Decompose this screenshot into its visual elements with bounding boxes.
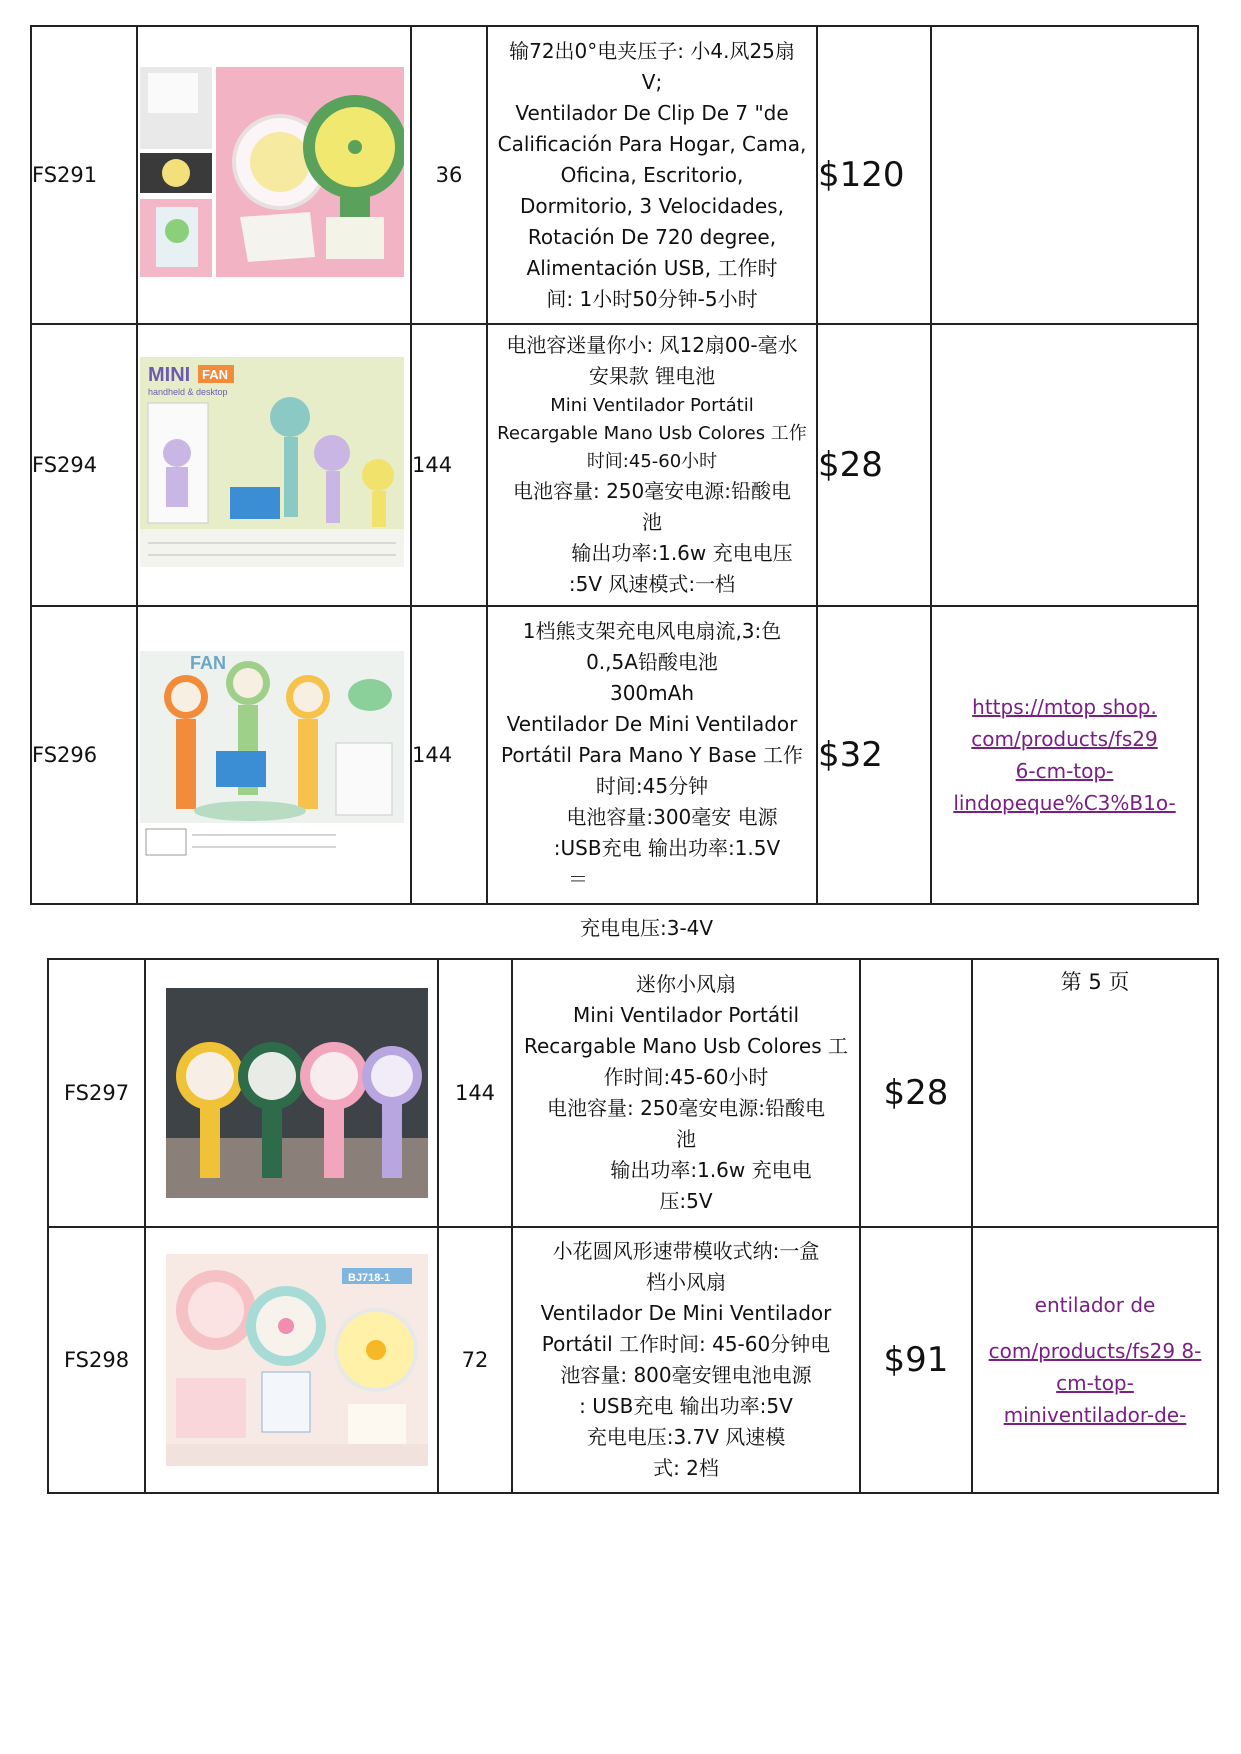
product-image-cell [137,26,411,324]
desc-line: Recargable Mano Usb Colores 工 [523,1034,849,1058]
product-description [487,324,817,606]
desc-line: Portátil Para Mano Y Base 工作 [501,742,803,767]
product-image-fs298 [166,1254,428,1466]
product-price: $120 [817,26,931,324]
product-code: FS291 [31,26,137,324]
product-qty: 72 [438,1227,512,1493]
desc-line: Dormitorio, 3 Velocidades, [520,193,784,218]
caption-text: 充电电压:3-4V [580,916,714,940]
desc-line: 档小风扇 [646,1270,726,1294]
desc-line: 时间:45分钟 [595,773,709,798]
model-badge: BJ718-1 [348,1272,391,1284]
product-code: FS294 [31,324,137,606]
desc-line: 输72出0°电夹压子: 小4.风25扇 [509,38,795,63]
desc-line: 作时间:45-60小时 [603,1065,769,1089]
product-description [487,606,817,904]
product-code: FS298 [48,1227,145,1493]
desc-line: Rotación De 720 degree, [527,224,777,249]
desc-line: Ventilador De Mini Ventilador [506,711,798,736]
fan-logo: FAN [190,653,226,673]
desc-line: 间: 1小时50分钟-5小时 [546,286,758,311]
desc-line: 池容量: 800毫安锂电池电源 [560,1363,812,1387]
desc-line: 迷你小风扇 [636,972,736,996]
product-qty: 144 [411,324,487,606]
product-link-line[interactable]: cm-top- [1056,1371,1134,1395]
product-code: FS296 [31,606,137,904]
desc-line: V; [641,69,663,94]
product-qty: 144 [411,606,487,904]
table-row [31,26,1198,324]
table-row [31,606,1198,904]
desc-line: 电池容量:300毫安 电源 [566,804,778,829]
product-link-line[interactable]: com/products/fs29 8- [988,1339,1202,1363]
table-row [48,1227,1218,1493]
desc-line: 0.,5A铅酸电池 [586,649,718,674]
product-image-fs296 [140,651,404,861]
mini-logo: MINI [148,364,191,386]
desc-line: Ventilador De Clip De 7 "de [515,100,789,125]
page-number: 第 5 页 [972,959,1218,1227]
desc-line: Oficina, Escritorio, [560,162,744,187]
desc-line: :5V 风速模式:一档 [568,571,736,596]
product-link-line[interactable]: https://mtop shop. [972,695,1157,719]
desc-line: Ventilador De Mini Ventilador [540,1301,832,1325]
product-image-cell [145,959,438,1227]
product-price: $28 [860,959,972,1227]
product-link-line[interactable]: com/products/fs29 [971,727,1158,751]
desc-line: :USB充电 输出功率:1.5V [553,835,781,860]
desc-line: 池 [642,509,662,534]
desc-line: 小花圆风形速带模收式纳:一盒 [552,1239,820,1263]
desc-line: 时间:45-60小时 [586,450,718,472]
desc-line: 电池容量: 250毫安电源:铅酸电 [546,1096,825,1120]
product-link-cell [931,324,1198,606]
product-table-2 [47,958,1219,1494]
product-qty: 144 [438,959,512,1227]
desc-line: 式: 2档 [653,1456,719,1480]
fan-badge: FAN [202,367,228,382]
product-image-cell [145,1227,438,1493]
product-link-text: entilador de [1034,1293,1156,1317]
desc-line: : USB充电 输出功率:5V [579,1394,793,1418]
product-link-cell[interactable] [931,606,1198,904]
product-description [512,1227,860,1493]
desc-line: 池 [676,1127,696,1151]
desc-line: Alimentación USB, 工作时 [526,255,778,280]
product-link-line[interactable]: lindopeque%C3%B1o- [953,791,1176,815]
table-row [31,324,1198,606]
product-image-fs294 [140,357,404,567]
product-link-line[interactable]: miniventilador-de- [1003,1403,1187,1427]
product-image-cell [137,606,411,904]
product-table-1 [30,25,1199,905]
desc-line: Mini Ventilador Portátil [572,1003,800,1027]
product-link-cell [931,26,1198,324]
desc-line: 1档熊支架充电风电扇流,3:色 [522,618,782,643]
product-qty: 36 [411,26,487,324]
desc-line: 输出功率:1.6w 充电电压 [571,540,793,565]
desc-line: 安果款 锂电池 [588,364,716,389]
desc-line: 300mAh [609,680,694,705]
desc-line: Calificación Para Hogar, Cama, [497,131,807,156]
desc-line: Portátil 工作时间: 45-60分钟电 [541,1332,831,1356]
desc-line: Recargable Mano Usb Colores 工作 [497,423,807,445]
product-price: $28 [817,324,931,606]
tagline: handheld & desktop [148,387,228,397]
desc-line: 压:5V [659,1189,713,1213]
desc-line: 充电电压:3.7V 风速模 [586,1425,786,1449]
product-description [487,26,817,324]
product-image-fs297 [166,988,428,1198]
desc-line: 电池容量: 250毫安电源:铅酸电 [512,478,791,503]
product-link-line[interactable]: 6-cm-top- [1015,759,1114,783]
desc-line: ＝ [568,866,588,891]
product-description [512,959,860,1227]
desc-line: Mini Ventilador Portátil [550,395,754,417]
desc-line: 输出功率:1.6w 充电电 [610,1158,812,1182]
product-image-cell [137,324,411,606]
product-price: $32 [817,606,931,904]
product-link-cell[interactable] [972,1227,1218,1493]
table-row [48,959,1218,1227]
product-price: $91 [860,1227,972,1493]
desc-line: 电池容迷量你小: 风12扇00-毫水 [506,333,798,358]
product-code: FS297 [48,959,145,1227]
product-image-fs291 [140,67,404,277]
